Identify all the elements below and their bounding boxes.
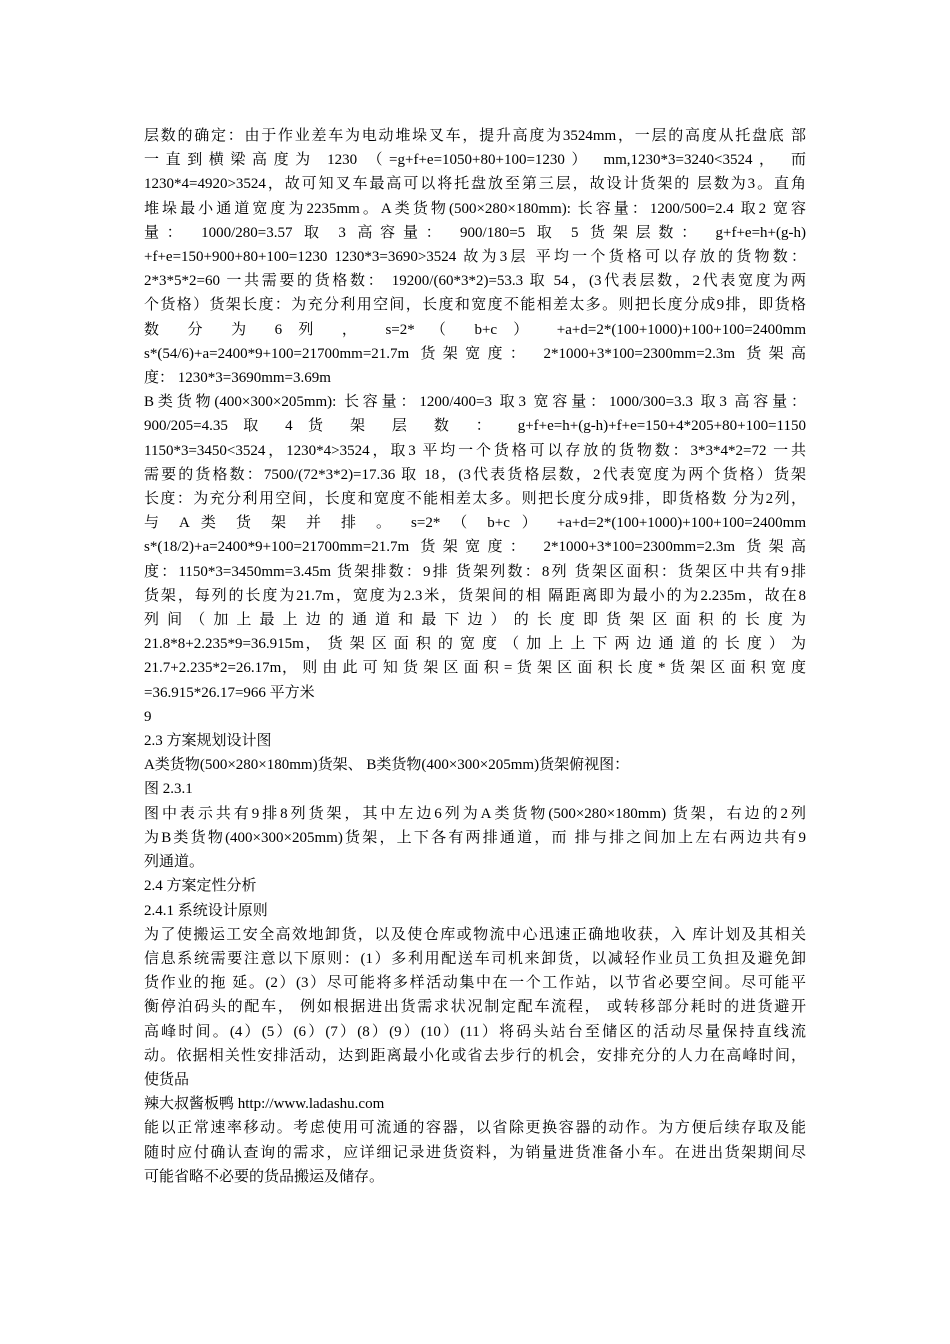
text-line: 衡停泊码头的配车， 例如根据进出货需求状况制定配车流程， 或转移部分耗时的进货避开 [144, 999, 806, 1016]
text-line: 层数的确定：由于作业差车为电动堆垛叉车，提升高度为3524mm，一层的高度从托盘底 部 [144, 128, 806, 144]
text-line: 需要的货格数：7500/(72*3*2)=17.36 取 18，(3代表货格层数，2代表宽度为两个货格）货架 [144, 466, 806, 483]
text-line: =36.915*26.17=966 平方米 [144, 684, 315, 701]
text-line: 1230*4=4920>3524，故可知叉车最高可以将托盘放至第三层，故设计货架的 层数为3。直角 [144, 176, 806, 193]
text-line: 货作业的拖 延。(2）(3）尽可能将多样活动集中在一个工作站，以节省必要空间。尽可能平 [144, 975, 806, 992]
text-line: 为B类货物(400×300×205mm)货架，上下各有两排通道，而 排与排之间加上左右两边共有9 [144, 829, 806, 846]
text-line: 度： 1230*3=3690mm=3.69m [144, 370, 331, 387]
text-line: 900/205=4.35 取 4 货 架 层 数 ： g+f+e=h+(g-h)+f+e=150+4*205+80+100=1150 [144, 418, 806, 435]
text-line: 信息系统需要注意以下原则：(1）多利用配送车司机来卸货，以减轻作业员工负担及避免卸 [144, 950, 806, 967]
paragraph-b-goods [144, 390, 806, 705]
text-line: 堆垛最小通道宽度为2235mm。A类货物(500×280×180mm): 长容量：1200/500=2.4 取2 宽容 [144, 200, 806, 217]
text-line: 一直到横梁高度为 1230 （=g+f+e=1050+80+100=1230） mm,1230*3=3240<3524， 而 [144, 152, 806, 169]
text-line: 高峰时间。(4）(5）(6）(7）(8）(9）(10）(11）将码头站台至储区的活动尽量保持直线流 [144, 1023, 806, 1040]
text-line: 数 分 为 6 列 ， s=2* （ b+c ） +a+d=2*(100+1000)+100+100=2400mm [144, 321, 806, 338]
text-line: 个货格）货架长度：为充分利用空间，长度和宽度不能相差太多。则把长度分成9排，即货格 [144, 297, 806, 314]
text-line: 长度：为充分利用空间，长度和宽度不能相差太多。则把长度分成9排，即货格数 分为2列， [144, 491, 806, 508]
text-line: s*(18/2)+a=2400*9+100=21700mm=21.7m 货架宽度： 2*1000+3*100=2300mm=2.3m 货架高 [144, 539, 806, 556]
text-line: 列通道。 [144, 854, 205, 871]
text-line: 列 间 （ 加 上 最 上 边 的 通 道 和 最 下 边 ） 的 长 度 即 货 架 区 面 积 的 长 度 为 [144, 612, 806, 629]
text-line: +f+e=150+900+80+100=1230 1230*3=3690>3524 故为3层 平均一个货格可以存放的货物数： [144, 249, 806, 266]
section-heading-2-3: 2.3 方案规划设计图 [144, 733, 272, 750]
text-line: 21.7+2.235*2=26.17m， 则 由 此 可 知 货 架 区 面 积 = 货 架 区 面 积 长 度 * 货 架 区 面 积 宽 度 [144, 660, 806, 677]
section-heading-2-4-1: 2.4.1 系统设计原则 [144, 902, 268, 919]
document-page [144, 124, 806, 1189]
text-line: 为了使搬运工安全高效地卸货，以及使仓库或物流中心迅速正确地收获，入 库计划及其相关 [144, 926, 806, 943]
text-line: s*(54/6)+a=2400*9+100=21700mm=21.7m 货架宽度： 2*1000+3*100=2300mm=2.3m 货架高 [144, 345, 806, 362]
shelf-top-view-caption: A类货物(500×280×180mm)货架、 B类货物(400×300×205mm)货架俯视图： [144, 757, 630, 774]
text-line: 量： 1000/280=3.57 取 3 高容量： 900/180=5 取 5 货架层数： g+f+e=h+(g-h) [144, 224, 806, 241]
text-line: 使货品 [144, 1071, 190, 1088]
paragraph-continued [144, 1116, 806, 1189]
page-number: 9 [144, 708, 152, 725]
figure-label: 图 2.3.1 [144, 781, 193, 798]
text-line: 与 A 类 货 架 并 排 。 s=2* （ b+c ） +a+d=2*(100+1000)+100+100=2400mm [144, 515, 806, 532]
text-line: 度：1150*3=3450mm=3.45m 货架排数：9排 货架列数：8列 货架区面积：货架区中共有9排 [144, 563, 806, 580]
paragraph-figure-description [144, 802, 806, 875]
text-line: 21.8*8+2.235*9=36.915m， 货 架 区 面 积 的 宽 度 （ 加 上 上 下 两 边 通 道 的 长 度 ） 为 [144, 636, 806, 653]
text-line: 随时应付确认查询的需求，应详细记录进货资料，为销量进货准备小车。在进出货架期间尽 [144, 1144, 806, 1161]
text-line: 动。依据相关性安排活动，达到距离最小化或省去步行的机会，安排充分的人力在高峰时间， [144, 1047, 806, 1064]
paragraph-layer-count [144, 124, 806, 390]
text-line: B类货物(400×300×205mm): 长容量：1200/400=3 取3 宽容量：1000/300=3.3 取3 高容量： [144, 394, 806, 411]
text-line: 能以正常速率移动。考虑使用可流通的容器，以省除更换容器的动作。为方便后续存取及能 [144, 1120, 806, 1137]
text-line: 图中表示共有9排8列货架，其中左边6列为A类货物(500×280×180mm) 货架，右边的2列 [144, 805, 806, 822]
watermark-line: 辣大叔酱板鸭 http://www.ladashu.com [144, 1096, 385, 1113]
paragraph-design-principles [144, 923, 806, 1092]
text-line: 货架，每列的长度为21.7m，宽度为2.3米，货架间的相 隔距离即为最小的为2.235m，故在8 [144, 587, 806, 604]
text-line: 1150*3=3450<3524，1230*4>3524，取3 平均一个货格可以存放的货物数：3*3*4*2=72 一共 [144, 442, 806, 459]
text-line: 可能省略不必要的货品搬运及储存。 [144, 1168, 385, 1185]
section-heading-2-4: 2.4 方案定性分析 [144, 878, 257, 895]
text-line: 2*3*5*2=60 一共需要的货格数： 19200/(60*3*2)=53.3 取 54，(3代表层数，2代表宽度为两 [144, 273, 806, 290]
